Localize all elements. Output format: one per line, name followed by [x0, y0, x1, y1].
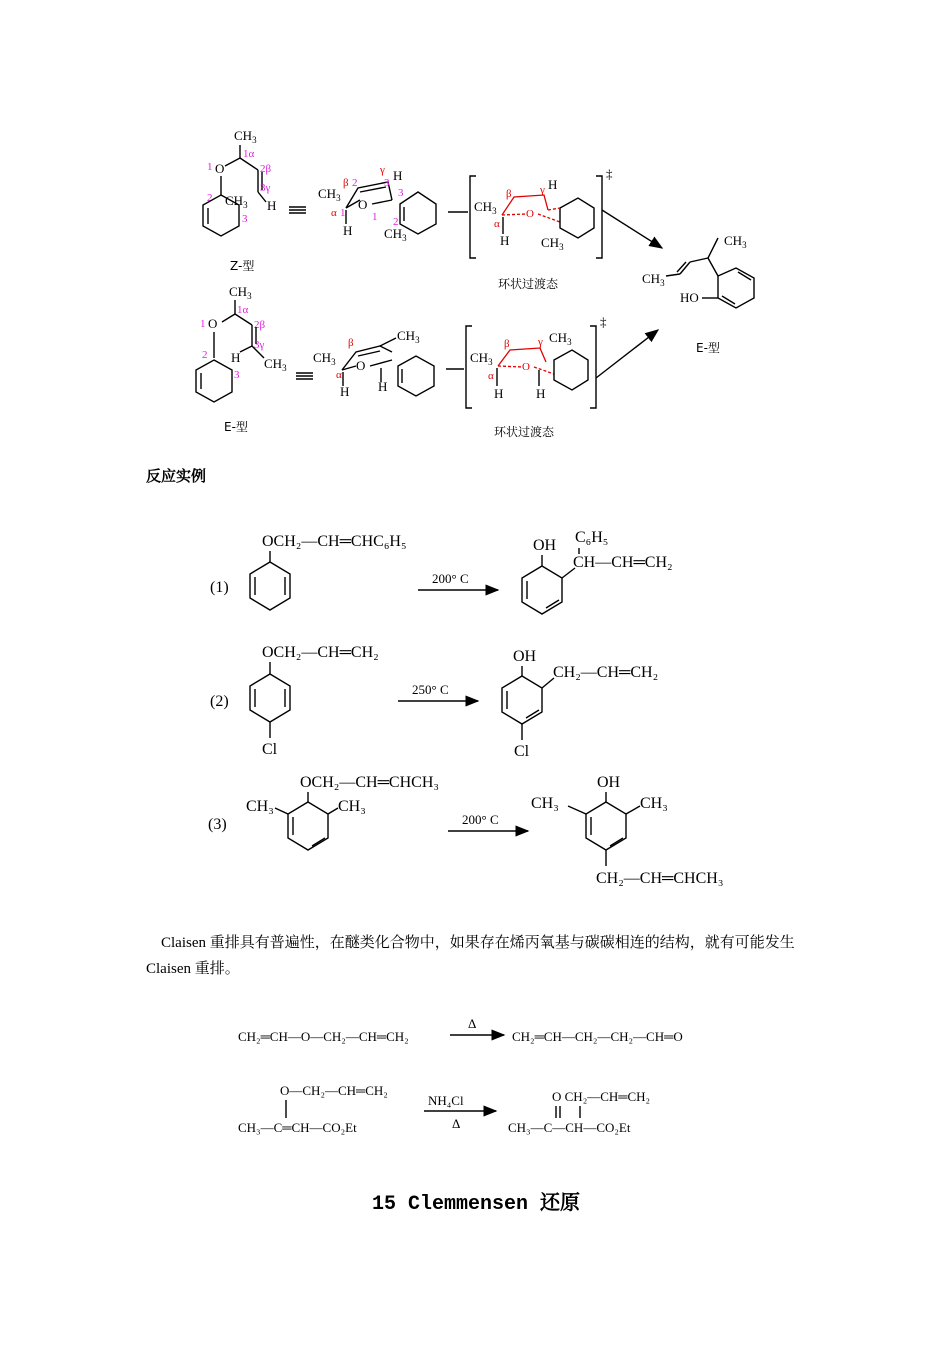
- svg-text:3: 3: [234, 369, 240, 381]
- svg-text:环状过渡态: 环状过渡态: [494, 425, 555, 439]
- arrow-bottom: [596, 330, 658, 378]
- clemmensen-heading: 15 Clemmensen 还原: [371, 1193, 581, 1216]
- svg-text:CH₂—CH═CH₂: CH₂—CH═CH₂: [553, 664, 659, 681]
- svg-text:C₆H₅: C₆H₅: [575, 529, 609, 546]
- svg-text:CH3: $CH_3$: [229, 284, 252, 301]
- svg-text:CH3: $CH_3$: [384, 226, 407, 243]
- svg-text:α: α: [488, 370, 494, 382]
- svg-text:OCH₂—CH═CH₂: OCH₂—CH═CH₂: [262, 644, 379, 661]
- svg-text:(2): (2): [210, 693, 229, 710]
- svg-text:(1): (1): [210, 579, 229, 596]
- svg-text:E-型: E-型: [224, 420, 248, 434]
- svg-text:CH3: $CH_3$: [264, 356, 287, 373]
- svg-text:1: 1: [340, 207, 346, 219]
- svg-text:OCH₂—CH═CHC₆H₅: OCH₂—CH═CHC₆H₅: [262, 533, 407, 550]
- svg-text:CH₂—CH═CHCH₃: CH₂—CH═CHCH₃: [596, 870, 724, 887]
- svg-text:O: O: [215, 161, 225, 176]
- svg-text:OH: OH: [513, 648, 537, 665]
- svg-text:(3): (3): [208, 816, 227, 833]
- svg-text:CH—CH═CH₂: CH—CH═CH₂: [573, 554, 673, 571]
- svg-text:Δ: Δ: [452, 1116, 461, 1131]
- equivalence-sign-top: [289, 207, 306, 213]
- svg-text:H: H: [343, 223, 353, 238]
- z-transition-state: [470, 166, 613, 291]
- svg-text:Z-型: Z-型: [230, 259, 255, 273]
- svg-text:2: 2: [202, 349, 208, 361]
- section-title-examples: 反应实例: [146, 467, 207, 485]
- svg-text:CH3: $CH_3$: [397, 328, 420, 345]
- svg-text:CH3: $CH_3$: [313, 350, 336, 367]
- svg-text:γ: γ: [540, 184, 545, 196]
- svg-text:CH3: $CH_3$: [474, 199, 497, 216]
- svg-text:1: 1: [207, 161, 213, 173]
- svg-text:β: β: [504, 338, 510, 350]
- svg-text:3γ: 3γ: [260, 182, 271, 194]
- svg-text:CH3: $CH_3$: [234, 128, 257, 145]
- svg-text:γ: γ: [380, 164, 385, 176]
- svg-text:O: O: [522, 361, 530, 373]
- svg-text:α: α: [336, 369, 342, 381]
- svg-text:O: O: [208, 316, 218, 331]
- svg-text:CH₃: CH₃: [640, 795, 668, 812]
- svg-text:O: O: [356, 358, 366, 373]
- svg-text:‡: ‡: [600, 314, 607, 329]
- svg-text:O CH₂—CH═CH₂: O CH₂—CH═CH₂: [552, 1089, 651, 1104]
- svg-text:H: H: [500, 233, 510, 248]
- svg-text:E-型: E-型: [696, 341, 720, 355]
- svg-text:2: 2: [352, 177, 358, 189]
- svg-text:O: O: [526, 208, 534, 220]
- svg-text:OCH₂—CH═CHCH₃: OCH₂—CH═CHCH₃: [300, 774, 439, 791]
- svg-text:O—CH₂—CH═CH₂: O—CH₂—CH═CH₂: [280, 1083, 388, 1098]
- svg-text:1: 1: [200, 318, 206, 330]
- svg-text:CH3: $CH_3$: [318, 186, 341, 203]
- svg-text:200° C: 200° C: [432, 571, 469, 586]
- svg-text:O: O: [358, 197, 368, 212]
- svg-text:Cl: Cl: [262, 741, 278, 758]
- mechanism-product: [642, 233, 754, 355]
- svg-text:2β: 2β: [260, 163, 272, 175]
- equation-1: [238, 1016, 683, 1044]
- svg-text:CH3: $CH_3$: [549, 330, 572, 347]
- svg-text:β: β: [343, 177, 349, 189]
- svg-text:3: 3: [398, 187, 404, 199]
- svg-text:H: H: [536, 386, 546, 401]
- svg-text:H: H: [494, 386, 504, 401]
- svg-text:3: 3: [384, 177, 390, 189]
- svg-text:1: 1: [372, 211, 378, 223]
- svg-text:CH3: $CH_3$: [225, 193, 248, 210]
- svg-text:CH3: $CH_3$: [724, 233, 747, 250]
- example-2: [210, 644, 658, 760]
- svg-text:HO: HO: [680, 290, 699, 305]
- svg-text:3γ: 3γ: [254, 339, 265, 351]
- svg-text:H: H: [267, 198, 277, 213]
- svg-text:H: H: [393, 168, 403, 183]
- z-chair: [318, 164, 436, 243]
- claisen-paragraph: Claisen 重排具有普遍性，在醚类化合物中，如果存在烯丙氧基与碳碳相连的结构，就有可能发生 Claisen 重排。: [146, 935, 795, 977]
- svg-text:CH3: $CH_3$: [642, 271, 665, 288]
- svg-text:Cl: Cl: [514, 743, 530, 760]
- arrow-top: [602, 210, 662, 248]
- svg-text:Δ: Δ: [468, 1016, 477, 1031]
- svg-text:CH₂═CH—O—CH₂—CH═CH₂: CH₂═CH—O—CH₂—CH═CH₂: [238, 1029, 409, 1044]
- svg-text:1α: 1α: [243, 148, 255, 160]
- svg-text:CH₃: CH₃: [338, 798, 366, 815]
- svg-text:CH₃—C═CH—CO₂Et: CH₃—C═CH—CO₂Et: [238, 1120, 357, 1135]
- svg-text:‡: ‡: [606, 166, 613, 181]
- svg-text:α: α: [331, 207, 337, 219]
- svg-text:250° C: 250° C: [412, 682, 449, 697]
- svg-text:OH: OH: [533, 537, 557, 554]
- svg-text:NH₄Cl: NH₄Cl: [428, 1093, 464, 1108]
- svg-text:2: 2: [207, 192, 213, 204]
- svg-text:β: β: [506, 188, 512, 200]
- svg-text:CH₃: CH₃: [531, 795, 559, 812]
- svg-text:2β: 2β: [254, 319, 266, 331]
- svg-text:H: H: [548, 177, 558, 192]
- e-reactant: [196, 284, 287, 434]
- svg-text:1α: 1α: [237, 304, 249, 316]
- svg-text:CH₃—C—CH—CO₂Et: CH₃—C—CH—CO₂Et: [508, 1120, 631, 1135]
- svg-text:CH₃: CH₃: [246, 798, 274, 815]
- svg-text:α: α: [494, 218, 500, 230]
- e-transition-state: [466, 314, 607, 439]
- svg-text:3: 3: [242, 213, 248, 225]
- equivalence-sign-bottom: [296, 373, 313, 379]
- e-chair: [313, 328, 434, 399]
- example-3: [208, 774, 723, 887]
- svg-text:H: H: [378, 379, 388, 394]
- svg-text:2: 2: [393, 216, 399, 228]
- svg-text:β: β: [348, 337, 354, 349]
- example-1: [210, 529, 673, 614]
- svg-text:环状过渡态: 环状过渡态: [498, 277, 559, 291]
- svg-text:CH3: $CH_3$: [541, 235, 564, 252]
- svg-text:CH₂═CH—CH₂—CH₂—CH═O: CH₂═CH—CH₂—CH₂—CH═O: [512, 1029, 683, 1044]
- svg-text:H: H: [340, 384, 350, 399]
- svg-text:200° C: 200° C: [462, 812, 499, 827]
- z-reactant: [203, 128, 276, 273]
- svg-text:γ: γ: [538, 336, 543, 348]
- equation-2: [238, 1083, 650, 1135]
- svg-text:CH3: $CH_3$: [470, 350, 493, 367]
- svg-text:H: H: [231, 350, 241, 365]
- svg-text:OH: OH: [597, 774, 621, 791]
